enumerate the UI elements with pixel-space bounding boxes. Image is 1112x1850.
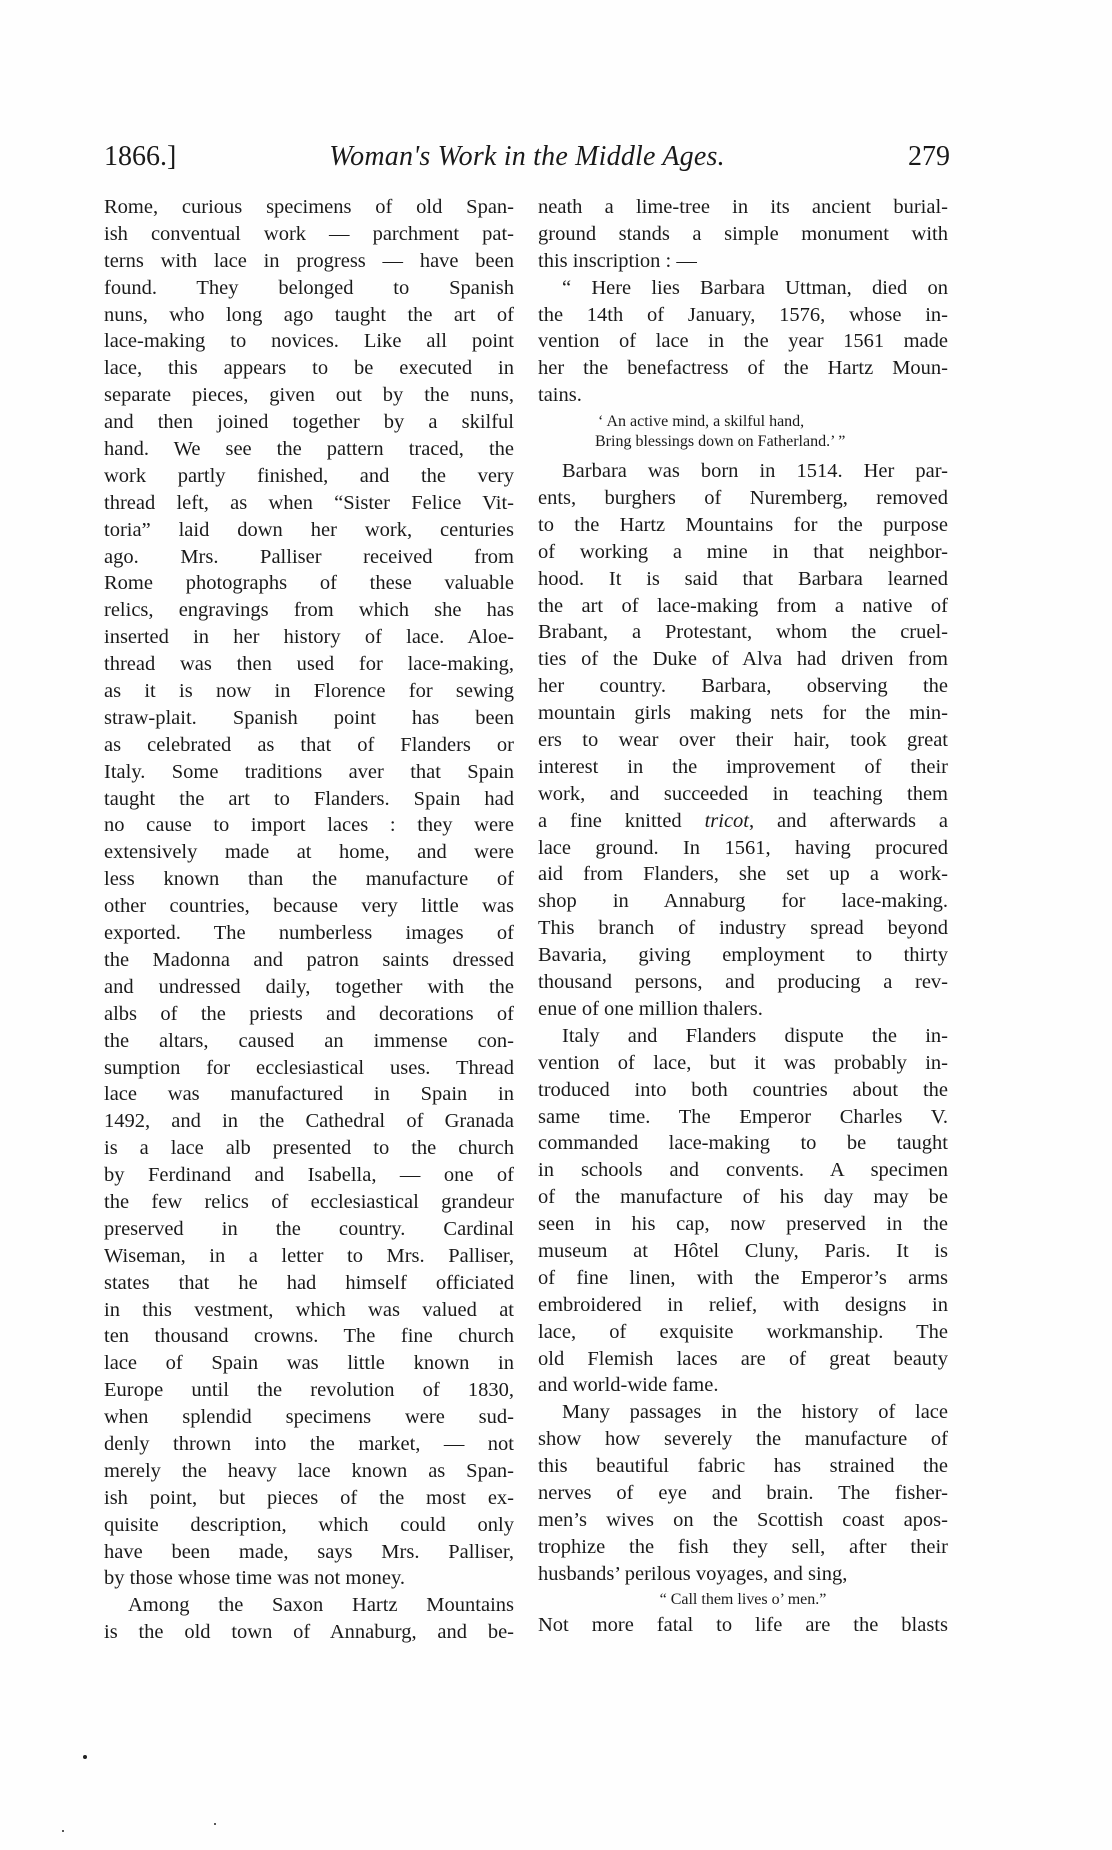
text-line: found. They belonged to Spanish <box>104 276 514 299</box>
text-line: her country. Barbara, observing the <box>538 675 948 698</box>
text-line: when splendid specimens were sud- <box>104 1406 514 1429</box>
text-line: less known than the manufacture of <box>104 868 514 891</box>
text-line: old Flemish laces are of great beauty <box>538 1347 948 1370</box>
text-line: albs of the priests and decorations of <box>104 1002 514 1025</box>
text-line: Many passages in the history of lace <box>562 1401 948 1424</box>
page-number: 279 <box>908 141 950 172</box>
text-line: ish point, but pieces of the most ex- <box>104 1486 514 1509</box>
running-head-title: Woman's Work in the Middle Ages. <box>329 141 725 172</box>
text-line: mountain girls making nets for the min- <box>538 702 948 725</box>
text-line: ish conventual work — parchment pat- <box>104 222 514 245</box>
text-line: other countries, because very little was <box>104 895 514 918</box>
right-column <box>538 194 948 1638</box>
text-line: lace, of exquisite workmanship. The <box>538 1320 948 1343</box>
text-line: work partly finished, and the very <box>104 464 514 487</box>
text-line: 1492, and in the Cathedral of Granada <box>104 1110 514 1133</box>
text-line: ents, burghers of Nuremberg, removed <box>538 487 948 510</box>
text-line: men’s wives on the Scottish coast apos- <box>538 1508 948 1531</box>
print-speck <box>83 1755 87 1759</box>
text-line: Not more fatal to life are the blasts <box>538 1613 948 1636</box>
text-line: by those whose time was not money. <box>104 1567 406 1590</box>
text-line: troduced into both countries about the <box>538 1078 948 1101</box>
text-line: toria” laid down her work, centuries <box>104 518 514 541</box>
text-line: the art of lace-making from a native of <box>538 594 948 617</box>
text-line: vention of lace in the year 1561 made <box>538 330 948 353</box>
text-line: “ Here lies Barbara Uttman, died on <box>562 276 948 299</box>
text-line: merely the heavy lace known as Span- <box>104 1459 514 1482</box>
text-line: interest in the improvement of their <box>538 755 948 778</box>
text-line: this inscription : — <box>538 249 697 272</box>
running-head-year: 1866.] <box>104 141 177 172</box>
text-line: hand. We see the pattern traced, the <box>104 438 514 461</box>
text-line: thread was then used for lace-making, <box>104 653 514 676</box>
text-line: museum at Hôtel Cluny, Paris. It is <box>538 1239 948 1262</box>
text-line: this beautiful fabric has strained the <box>538 1455 948 1478</box>
text-line: as celebrated as that of Flanders or <box>104 733 514 756</box>
text-line: Rome photographs of these valuable <box>104 572 514 595</box>
text-line: and undressed daily, together with the <box>104 975 514 998</box>
text-line: sumption for ecclesiastical uses. Thread <box>104 1056 514 1079</box>
text-line: is the old town of Annaburg, and be- <box>104 1621 514 1644</box>
text-line: nuns, who long ago taught the art of <box>104 303 514 326</box>
text-line: neath a lime-tree in its ancient burial- <box>538 196 948 218</box>
text-line: and world-wide fame. <box>538 1374 719 1397</box>
text-line: by Ferdinand and Isabella, — one of <box>104 1164 514 1187</box>
text-line: in schools and convents. A specimen <box>538 1159 948 1182</box>
italic-term: tricot <box>704 809 749 832</box>
text-line: ties of the Duke of Alva had driven from <box>538 648 948 671</box>
text-line: aid from Flanders, she set up a work- <box>538 863 948 886</box>
text-line: states that he had himself officiated <box>104 1271 514 1294</box>
print-speck <box>214 1823 216 1825</box>
text-line: Barbara was born in 1514. Her par- <box>562 460 948 483</box>
text-line: embroidered in relief, with designs in <box>538 1293 948 1316</box>
text-line: ground stands a simple monument with <box>538 222 948 245</box>
text-line: the altars, caused an immense con- <box>104 1029 514 1052</box>
text-line: quisite description, which could only <box>104 1513 514 1536</box>
text-line: terns with lace in progress — have been <box>104 249 514 272</box>
text-line: Italy and Flanders dispute the in- <box>562 1024 948 1047</box>
text-line: her the benefactress of the Hartz Moun- <box>538 357 948 380</box>
text-line: Europe until the revolution of 1830, <box>104 1379 514 1402</box>
text-line: of fine linen, with the Emperor’s arms <box>538 1266 948 1289</box>
text-line <box>538 808 948 835</box>
text-line: nerves of eye and brain. The fisher- <box>538 1481 948 1504</box>
text-run: a fine knitted <box>538 809 705 832</box>
text-line: lace, this appears to be executed in <box>104 357 514 380</box>
text-line: the Madonna and patron saints dressed <box>104 948 514 971</box>
text-line: denly thrown into the market, — not <box>104 1432 514 1455</box>
text-line: ago. Mrs. Palliser received from <box>104 545 514 568</box>
text-line: separate pieces, given out by the nuns, <box>104 384 514 407</box>
text-line: have been made, says Mrs. Palliser, <box>104 1540 514 1563</box>
text-line: husbands’ perilous voyages, and sing, <box>538 1562 848 1585</box>
text-line: of working a mine in that neighbor- <box>538 540 948 563</box>
text-line: taught the art to Flanders. Spain had <box>104 787 514 810</box>
text-line: trophize the fish they sell, after their <box>538 1535 948 1558</box>
verse-line: Bring blessings down on Fatherland.’ ” <box>595 433 846 451</box>
text-line: ers to wear over their hair, took great <box>538 729 948 752</box>
text-line: Italy. Some traditions aver that Spain <box>104 760 514 783</box>
text-line: lace-making to novices. Like all point <box>104 330 514 353</box>
quoted-song-line: “ Call them lives o’ men.” <box>659 1590 827 1608</box>
verse-line: ‘ An active mind, a skilful hand, <box>598 413 805 431</box>
text-line: the 14th of January, 1576, whose in- <box>538 303 948 326</box>
text-line: Wiseman, in a letter to Mrs. Palliser, <box>104 1244 514 1267</box>
text-line: is a lace alb presented to the church <box>104 1137 514 1160</box>
text-line: seen in his cap, now preserved in the <box>538 1213 948 1236</box>
text-line: work, and succeeded in teaching them <box>538 782 948 805</box>
text-line: Rome, curious specimens of old Span- <box>104 196 514 218</box>
running-head <box>104 140 950 174</box>
text-line: vention of lace, but it was probably in- <box>538 1051 948 1074</box>
text-line: tains. <box>538 384 582 407</box>
text-line: thousand persons, and producing a rev- <box>538 971 948 994</box>
text-run: , and afterwards a <box>749 809 948 832</box>
text-line: This branch of industry spread beyond <box>538 917 948 940</box>
text-line: Bavaria, giving employment to thirty <box>538 944 948 967</box>
text-line: Brabant, a Protestant, whom the cruel- <box>538 621 948 644</box>
text-line: enue of one million thalers. <box>538 997 763 1020</box>
text-line: thread left, as when “Sister Felice Vit- <box>104 491 514 514</box>
text-line: in this vestment, which was valued at <box>104 1298 514 1321</box>
text-line: commanded lace-making to be taught <box>538 1132 948 1155</box>
text-line: lace was manufactured in Spain in <box>104 1083 514 1106</box>
text-line: relics, engravings from which she has <box>104 599 514 622</box>
text-line: hood. It is said that Barbara learned <box>538 567 948 590</box>
text-line: and then joined together by a skilful <box>104 411 514 434</box>
text-line: lace of Spain was little known in <box>104 1352 514 1375</box>
print-speck <box>62 1830 64 1832</box>
text-line: same time. The Emperor Charles V. <box>538 1105 948 1128</box>
text-line: exported. The numberless images of <box>104 922 514 945</box>
text-line: ten thousand crowns. The fine church <box>104 1325 514 1348</box>
text-line: inserted in her history of lace. Aloe- <box>104 626 514 649</box>
text-line: as it is now in Florence for sewing <box>104 680 514 703</box>
text-line: shop in Annaburg for lace-making. <box>538 890 948 913</box>
text-line: the few relics of ecclesiastical grandeur <box>104 1190 514 1213</box>
text-line: no cause to import laces : they were <box>104 814 514 837</box>
left-column <box>104 194 514 1646</box>
text-line: show how severely the manufacture of <box>538 1428 948 1451</box>
text-line: extensively made at home, and were <box>104 841 514 864</box>
text-line: preserved in the country. Cardinal <box>104 1217 514 1240</box>
text-line: straw-plait. Spanish point has been <box>104 706 514 729</box>
text-line: lace ground. In 1561, having procured <box>538 836 948 859</box>
text-line: of the manufacture of his day may be <box>538 1186 948 1209</box>
text-line: Among the Saxon Hartz Mountains <box>128 1594 514 1617</box>
text-line: to the Hartz Mountains for the purpose <box>538 513 948 536</box>
